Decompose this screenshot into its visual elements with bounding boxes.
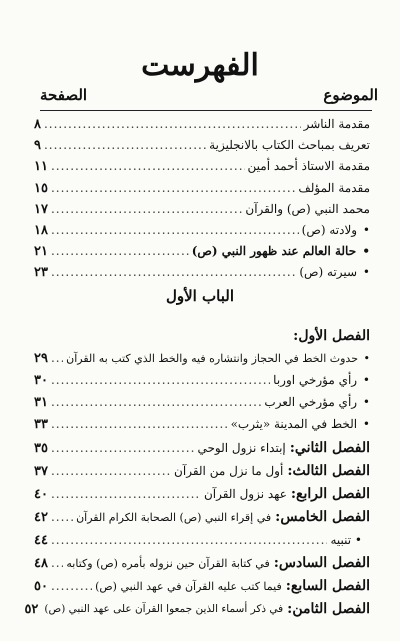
entry-title: • حدوث الخط في الحجاز وانتشاره فيه والخط الذي كتب به القرآن: [66, 352, 370, 365]
chapter-entry[interactable]: [30, 461, 370, 481]
dot-leader: [51, 417, 228, 431]
chapter-entry[interactable]: [30, 553, 370, 573]
dot-leader: [51, 579, 92, 593]
dot-leader: [44, 117, 301, 131]
entry-page: ٢٣: [34, 264, 48, 280]
toc-entry[interactable]: [30, 178, 370, 198]
entry-page: ٣١: [34, 394, 48, 410]
dot-leader: [51, 244, 189, 258]
entry-title: • ولادته (ص): [302, 223, 370, 237]
toc-entry[interactable]: [30, 262, 370, 282]
toc-entry[interactable]: [30, 220, 370, 240]
chapter-entry[interactable]: [30, 484, 370, 504]
chapter-lead: الفصل الخامس:: [275, 509, 370, 525]
dot-leader: [51, 223, 299, 237]
entry-page: ٤٨: [34, 555, 48, 571]
toc-entry[interactable]: [30, 241, 370, 261]
entry-title: عهد نزول القرآن: [203, 487, 287, 501]
entry-title: تعريف بمباحث الكتاب بالانجليزية: [209, 138, 370, 152]
entry-page: ٢٩: [34, 350, 48, 366]
dot-leader: [51, 395, 261, 409]
dot-leader: [51, 373, 270, 387]
dot-leader: [51, 487, 201, 501]
chapter-lead: الفصل السابع:: [285, 578, 370, 594]
entry-page: ١٥: [34, 180, 48, 196]
entry-title: فيما كتب عليه القرآن في عهد النبي (ص): [95, 579, 282, 593]
dot-leader: [51, 441, 195, 455]
chapter-entry[interactable]: [30, 507, 370, 527]
entry-page: ٤٢: [34, 509, 48, 525]
entry-page: ١٧: [34, 201, 48, 217]
dot-leader: [51, 265, 296, 279]
toc-entry[interactable]: [30, 114, 370, 134]
entry-title: مقدمة الاستاذ أحمد أمين: [247, 159, 370, 173]
dot-leader: [51, 181, 295, 195]
page-column-header: الصفحة: [40, 86, 88, 104]
toc-entry[interactable]: [30, 530, 370, 550]
chapter-lead: الفصل الثامن:: [287, 601, 370, 617]
dot-leader: [51, 351, 63, 365]
entry-title: • حالة العالم عند ظهور النبي (ص): [192, 244, 370, 258]
toc-entry[interactable]: [30, 414, 370, 434]
entry-page: ٣٧: [34, 463, 48, 479]
entry-page: ٢١: [34, 243, 48, 259]
entry-title: أول ما نزل من القرآن: [174, 464, 284, 478]
entry-title: إبتداء نزول الوحي: [197, 441, 286, 455]
entry-page: ٣٣: [34, 416, 48, 432]
entry-title: • الخط في المدينة «يثرب»: [231, 417, 370, 431]
entry-page: ٥٠: [34, 578, 48, 594]
dot-leader: [51, 533, 328, 547]
entry-page: ٤٠: [34, 486, 48, 502]
entry-title: • رأي مؤرخي العرب: [264, 395, 370, 409]
entry-page: ٨: [34, 116, 41, 132]
entry-title: محمد النبي (ص) والقرآن: [245, 202, 370, 216]
chapter-lead: الفصل الأول:: [293, 328, 370, 344]
topic-column-header: الموضوع: [323, 86, 378, 104]
entry-title: في كتابة القرآن حين نزوله بأمره (ص) وكتابه: [66, 556, 270, 570]
chapter-entry[interactable]: [30, 576, 370, 596]
header-divider: [40, 110, 372, 111]
chapter-lead: الفصل الرابع:: [290, 486, 370, 502]
entry-title: في ذكر أسماء الذين جمعوا القرآن على عهد النبي (ص): [44, 603, 284, 615]
entry-title: مقدمة المؤلف: [298, 181, 370, 195]
dot-leader: [51, 464, 171, 478]
chapter-lead: الفصل الثاني:: [289, 440, 370, 456]
dot-leader: [51, 556, 63, 570]
toc-entry[interactable]: [30, 156, 370, 176]
entry-title: • سيرته (ص): [299, 265, 370, 279]
toc-entry[interactable]: [30, 348, 370, 368]
toc-entry[interactable]: [30, 392, 370, 412]
dot-leader: [51, 202, 242, 216]
entry-page: ٣٥: [34, 440, 48, 456]
entry-page: ٤٤: [34, 532, 48, 548]
chapter-entry[interactable]: [24, 599, 370, 619]
entry-page: ٣٠: [34, 372, 48, 388]
chapter-lead: الفصل الثالث:: [287, 463, 370, 479]
section-heading: الباب الأول: [165, 287, 235, 305]
entry-title: • تنبيه: [330, 533, 362, 547]
entry-page: ١٨: [34, 222, 48, 238]
dot-leader: [51, 159, 245, 173]
chapter-lead: الفصل السادس:: [273, 555, 370, 571]
toc-entry[interactable]: [30, 199, 370, 219]
dot-leader: [44, 138, 206, 152]
entry-title: في إقراء النبي (ص) الصحابة الكرام القرآن: [76, 510, 272, 524]
entry-page: ١١: [34, 158, 48, 174]
entry-page: ٩: [34, 137, 41, 153]
toc-entry[interactable]: [30, 135, 370, 155]
toc-entry[interactable]: [30, 370, 370, 390]
dot-leader: [51, 510, 73, 524]
chapter-heading[interactable]: [30, 326, 370, 346]
page-title: الفهرست: [141, 48, 259, 83]
entry-page: ٥٢: [24, 601, 39, 617]
entry-title: • رأي مؤرخي اوربا: [273, 373, 370, 387]
chapter-entry[interactable]: [30, 438, 370, 458]
entry-title: مقدمة الناشر: [303, 117, 370, 131]
